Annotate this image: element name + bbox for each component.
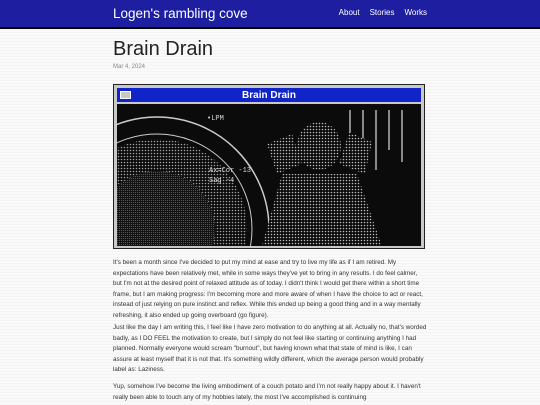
nav-links xyxy=(339,8,427,17)
nav-link-stories[interactable]: Stories xyxy=(369,8,395,17)
post-hero-image xyxy=(113,84,425,249)
image-window-titlebar xyxy=(117,88,421,102)
overlay-text-sag: Sag -4 xyxy=(209,177,235,185)
site-brand-link[interactable]: Logen's rambling cove xyxy=(113,6,248,21)
overlay-text-lpm: •LPM xyxy=(207,115,224,123)
window-menu-icon xyxy=(120,91,131,99)
dithered-art-svg xyxy=(117,104,421,246)
site-navbar xyxy=(0,0,540,29)
post-title: Brain Drain xyxy=(113,38,214,60)
nav-link-about[interactable]: About xyxy=(338,8,360,17)
post-date: Mar 4, 2024 xyxy=(113,64,146,70)
image-window-title: Brain Drain xyxy=(242,89,296,101)
nav-link-works[interactable]: Works xyxy=(404,8,427,17)
article-paragraph-2: Just like the day I am writing this, I feel like I have zero motivation to do anything at all. Actually no, that's worded badly, as I DO FEEL the motivation to create, but I simply do not feel like starting or continuing anything I had planned. Normally everyone would scream "burnout", but having known what that state of mind is like, I can assure at least myself that it is not that. It's something wildly different, which the average person would probably label as: Laziness. xyxy=(113,324,427,373)
brain-scan-artwork xyxy=(117,104,421,246)
article-paragraph-3: Yup, somehow I've become the living embodiment of a couch potato and I'm not really happy about it. I haven't really been able to touch any of my hobbies lately, the most I've accomplished is continuing xyxy=(113,383,421,401)
article-paragraph-1: It's been a month since I've decided to put my mind at ease and try to live my life as if I am retired. My expectations have been relatively met, while in some ways they've yet to bring in any results. I do feel calmer, but I'm not at the desired point of relaxed attitude as of today. I didn't think I would get there within a short time frame, but I am making progress: I'm becoming more and more aware of when I have the choice to act or react, instead of just relying on pure instinct and reflex. While this ended up being a good thing and in a way mentally refreshing, it also ended up going overboard (go figure). xyxy=(113,259,423,319)
overlay-text-axcor: Ax=Cor -13 xyxy=(209,167,252,175)
